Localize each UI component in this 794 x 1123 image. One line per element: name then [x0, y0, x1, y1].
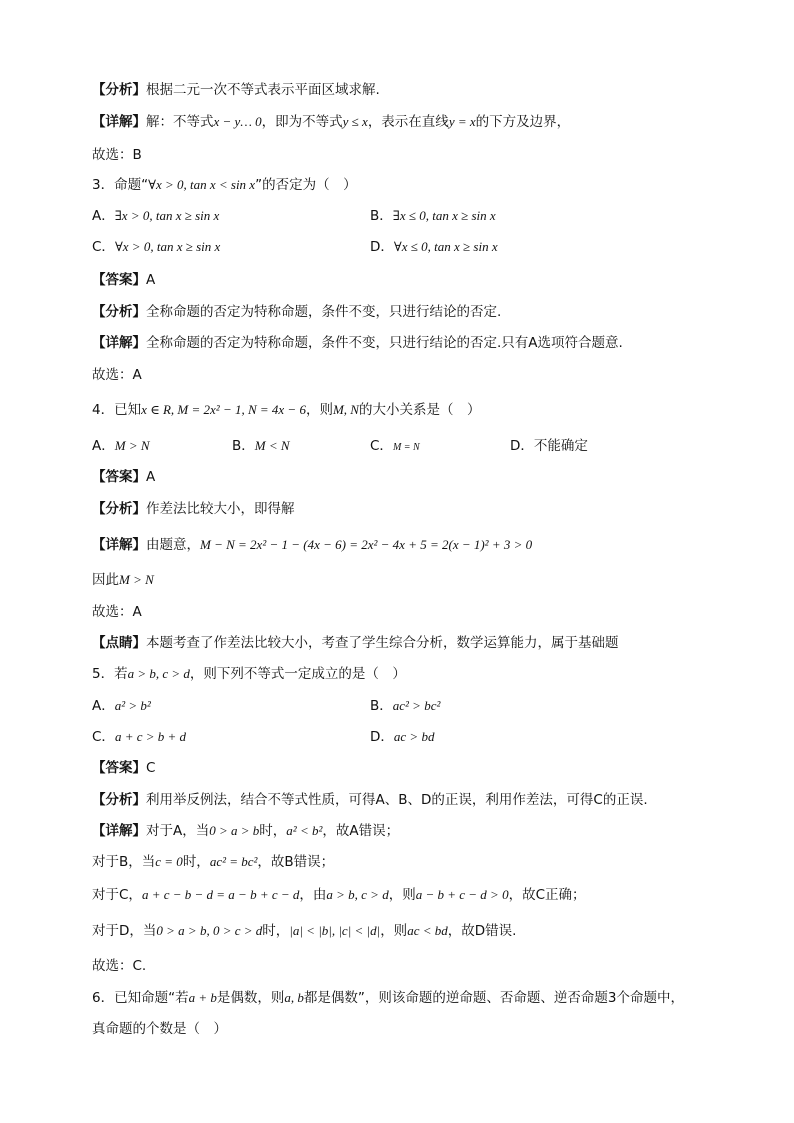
math: ∀x > 0, tan x ≥ sin x: [114, 239, 221, 254]
detail-line: [92, 885, 586, 905]
option-b[interactable]: [370, 206, 496, 226]
math: x − y… 0: [213, 114, 262, 129]
text: 故选：B: [92, 147, 142, 163]
question-3: [92, 175, 357, 195]
text: 时，: [262, 923, 290, 939]
tag: 【详解】: [92, 537, 146, 553]
text: 不能确定: [533, 438, 588, 454]
question-5: [92, 664, 406, 684]
label: C．: [370, 438, 393, 454]
text: ，则: [380, 923, 408, 939]
math: M, N: [332, 402, 359, 417]
analysis-line: [92, 790, 648, 810]
math: ∀x > 0, tan x < sin x: [148, 177, 256, 192]
math: a, b: [284, 990, 304, 1005]
note-line: [92, 633, 619, 653]
label: C．: [92, 239, 115, 255]
text: ，即为不等式: [261, 114, 343, 130]
select-line: [92, 602, 142, 622]
math: M > N: [114, 438, 150, 453]
text: ，故A错误；: [322, 823, 400, 839]
text: 3．命题“: [92, 177, 149, 193]
math: a + c − b − d = a − b + c − d: [141, 887, 300, 902]
text: 对于B，当: [92, 854, 156, 870]
text: C: [146, 760, 156, 776]
text: 4．已知: [92, 402, 142, 418]
text: ，故C正确；: [508, 887, 586, 903]
math: M = N: [392, 442, 420, 453]
math: 0 > a > b: [209, 823, 260, 838]
option-b[interactable]: [370, 696, 440, 716]
label: A．: [92, 698, 115, 714]
select-line: [92, 956, 146, 976]
text: 利用举反例法，结合不等式性质，可得A、B、D的正误，利用作差法，可得C的正误.: [146, 792, 648, 808]
option-c[interactable]: [92, 237, 220, 257]
text: 由题意，: [146, 537, 200, 553]
text: 6．已知命题“若: [92, 990, 189, 1006]
tag: 【分析】: [92, 792, 146, 808]
so-line: [92, 570, 154, 590]
text: 时，: [259, 823, 287, 839]
select-line: [92, 365, 142, 385]
math: a − b + c − d > 0: [415, 887, 509, 902]
label: C．: [92, 729, 115, 745]
analysis-line: [92, 302, 501, 322]
text: ，由: [299, 887, 327, 903]
tag: 【分析】: [92, 304, 146, 320]
label: A．: [92, 438, 115, 454]
text: 故选：C.: [92, 958, 147, 974]
tag: 【分析】: [92, 82, 146, 98]
math: ∀x ≤ 0, tan x ≥ sin x: [393, 239, 498, 254]
text: ，故B错误；: [257, 854, 335, 870]
text: 对于D，当: [92, 923, 157, 939]
label: D．: [370, 239, 394, 255]
text: 5．若: [92, 666, 128, 682]
math: a > b, c > d: [127, 666, 190, 681]
option-c[interactable]: [370, 436, 420, 458]
text: 故选：A: [92, 604, 142, 620]
analysis-line: [92, 499, 295, 519]
text: ，则: [305, 402, 333, 418]
math: M > N: [119, 572, 154, 587]
text: 的大小关系是（ ）: [358, 402, 481, 418]
tag: 【分析】: [92, 501, 146, 517]
analysis-line: [92, 80, 380, 100]
option-d[interactable]: [370, 727, 434, 747]
text: 对于A，当: [146, 823, 210, 839]
tag: 【详解】: [92, 823, 146, 839]
label: B．: [370, 698, 393, 714]
tag: 【点睛】: [92, 635, 146, 651]
tag: 【答案】: [92, 469, 146, 485]
answer-line: [92, 758, 155, 778]
math: a > b, c > d: [326, 887, 389, 902]
option-b[interactable]: [232, 436, 290, 456]
math: y ≤ x: [342, 114, 368, 129]
text: 故选：A: [92, 367, 142, 383]
label: A．: [92, 208, 115, 224]
answer-line: [92, 270, 155, 290]
math: y = x: [448, 114, 476, 129]
label: B．: [370, 208, 393, 224]
text: 是偶数，则: [216, 990, 285, 1006]
label: D．: [510, 438, 534, 454]
text: A: [146, 272, 156, 288]
answer-line: [92, 467, 155, 487]
text: 因此: [92, 572, 119, 588]
math: a² < b²: [286, 823, 323, 838]
option-d[interactable]: [370, 237, 498, 257]
text: ，故D错误.: [447, 923, 517, 939]
label: B．: [232, 438, 255, 454]
detail-line: [92, 535, 532, 555]
detail-line: [92, 921, 516, 941]
math: c = 0: [155, 854, 183, 869]
math: M < N: [254, 438, 290, 453]
math: ac > bd: [393, 729, 435, 744]
option-a[interactable]: [92, 206, 219, 226]
select-line: [92, 145, 142, 165]
math: ∃x ≤ 0, tan x ≥ sin x: [392, 208, 496, 223]
text: 全称命题的否定为特称命题，条件不变，只进行结论的否定.: [146, 304, 502, 320]
text: 都是偶数”，则该命题的逆命题、否命题、逆否命题3个命题中，: [303, 990, 684, 1006]
detail-line: [92, 112, 570, 132]
math: M − N = 2x² − 1 − (4x − 6) = 2x² − 4x + 5 = 2(x − 1)² + 3 > 0: [200, 537, 533, 552]
math: x ∈ R, M = 2x² − 1, N = 4x − 6: [141, 402, 306, 417]
math: a + b: [188, 990, 217, 1005]
question-6: [92, 988, 684, 1008]
math: |a| < |b|, |c| < |d|: [289, 923, 381, 938]
question-4: [92, 400, 480, 420]
text: 作差法比较大小，即得解: [146, 501, 295, 517]
text: ”的否定为（ ）: [255, 177, 357, 193]
text: ，表示在直线: [367, 114, 449, 130]
text: 根据二元一次不等式表示平面区域求解.: [146, 82, 380, 98]
text: A: [146, 469, 156, 485]
text: 真命题的个数是（ ）: [92, 1021, 227, 1037]
math: a² > b²: [114, 698, 151, 713]
tag: 【答案】: [92, 272, 146, 288]
math: ac < bd: [407, 923, 448, 938]
option-c[interactable]: [92, 727, 186, 747]
question-6-cont: [92, 1019, 227, 1039]
detail-line: [92, 852, 334, 872]
math: 0 > a > b, 0 > c > d: [156, 923, 263, 938]
label: D．: [370, 729, 394, 745]
math: ac² = bc²: [209, 854, 258, 869]
math: ∃x > 0, tan x ≥ sin x: [114, 208, 220, 223]
tag: 【详解】: [92, 335, 146, 351]
detail-line: [92, 333, 623, 353]
text: ，则下列不等式一定成立的是（ ）: [189, 666, 406, 682]
text: ，则: [388, 887, 416, 903]
text: 本题考查了作差法比较大小，考查了学生综合分析，数学运算能力，属于基础题: [146, 635, 619, 651]
detail-line: [92, 821, 399, 841]
option-d[interactable]: [510, 436, 588, 456]
text: 对于C，: [92, 887, 142, 903]
math: ac² > bc²: [392, 698, 441, 713]
tag: 【详解】: [92, 114, 146, 130]
text: 的下方及边界，: [475, 114, 571, 130]
text: 解：不等式: [146, 114, 214, 130]
option-a[interactable]: [92, 696, 151, 716]
text: 时，: [182, 854, 210, 870]
tag: 【答案】: [92, 760, 146, 776]
math: a + c > b + d: [114, 729, 187, 744]
option-a[interactable]: [92, 436, 150, 456]
text: 全称命题的否定为特称命题，条件不变，只进行结论的否定.只有A选项符合题意.: [146, 335, 623, 351]
